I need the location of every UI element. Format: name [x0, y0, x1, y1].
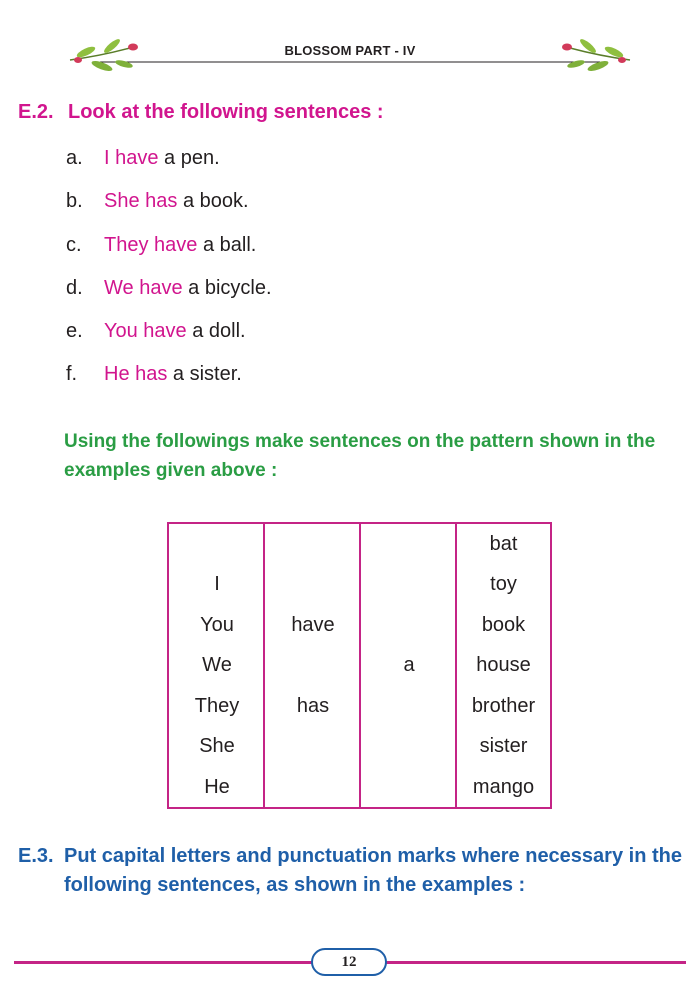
item-letter: c.	[66, 233, 82, 256]
page-header	[0, 30, 700, 80]
table-cell: toy	[490, 573, 517, 595]
table-cell: mango	[472, 776, 535, 798]
table-cell: He	[204, 776, 230, 798]
list-item	[66, 186, 272, 229]
item-subject: I have	[104, 147, 159, 169]
table-cell: has	[296, 695, 330, 717]
item-subject: He has	[104, 363, 168, 386]
pronoun-column	[169, 524, 265, 807]
item-subject: We have	[104, 276, 183, 299]
footer-rule-right	[386, 961, 686, 964]
list-item	[66, 316, 272, 359]
page-number: 12	[311, 948, 387, 976]
table-cell: a	[403, 654, 415, 676]
substitution-table	[167, 522, 552, 809]
item-letter: a.	[66, 147, 83, 169]
exercise-label: E.3.	[18, 845, 54, 867]
table-cell: I	[214, 573, 220, 595]
list-item	[66, 230, 272, 273]
item-rest: a ball.	[197, 233, 257, 256]
item-letter: b.	[66, 190, 83, 213]
list-item	[66, 273, 272, 316]
item-letter: f.	[66, 363, 78, 386]
table-cell: She	[199, 735, 235, 757]
noun-column	[457, 524, 550, 807]
item-letter: e.	[66, 320, 83, 343]
item-subject: They have	[104, 233, 198, 256]
item-subject: She has	[104, 190, 178, 213]
item-rest: a sister.	[167, 363, 242, 386]
table-cell: They	[194, 695, 240, 717]
item-letter: d.	[66, 276, 83, 299]
list-item	[66, 143, 272, 186]
table-cell: book	[481, 614, 526, 636]
table-cell: brother	[471, 695, 536, 717]
item-rest: a pen.	[158, 147, 220, 169]
table-cell: We	[202, 654, 232, 676]
table-cell: house	[476, 654, 531, 676]
verb-column	[265, 524, 361, 807]
item-rest: a doll.	[186, 320, 246, 343]
item-rest: a bicycle.	[182, 276, 272, 299]
instruction-text: Using the followings make sentences on the pattern shown in the examples given above :	[64, 431, 656, 481]
footer-rule-left	[14, 961, 312, 964]
item-subject: You have	[104, 320, 187, 343]
page-footer	[0, 940, 700, 980]
list-item	[66, 359, 272, 402]
table-cell: bat	[489, 533, 518, 555]
table-cell: You	[200, 614, 234, 636]
exercise-label: E.2.	[18, 101, 54, 123]
header-title: BLOSSOM PART - IV	[284, 43, 416, 58]
table-cell: have	[291, 614, 335, 636]
table-cell: sister	[479, 735, 528, 757]
item-rest: a book.	[177, 190, 249, 213]
exercise-title: Look at the following sentences :	[68, 101, 384, 123]
article-column	[361, 524, 457, 807]
exercise-title: Put capital letters and punctuation marks where necessary in the following sentences, as shown in the examples :	[64, 845, 682, 896]
example-sentences	[66, 143, 272, 403]
